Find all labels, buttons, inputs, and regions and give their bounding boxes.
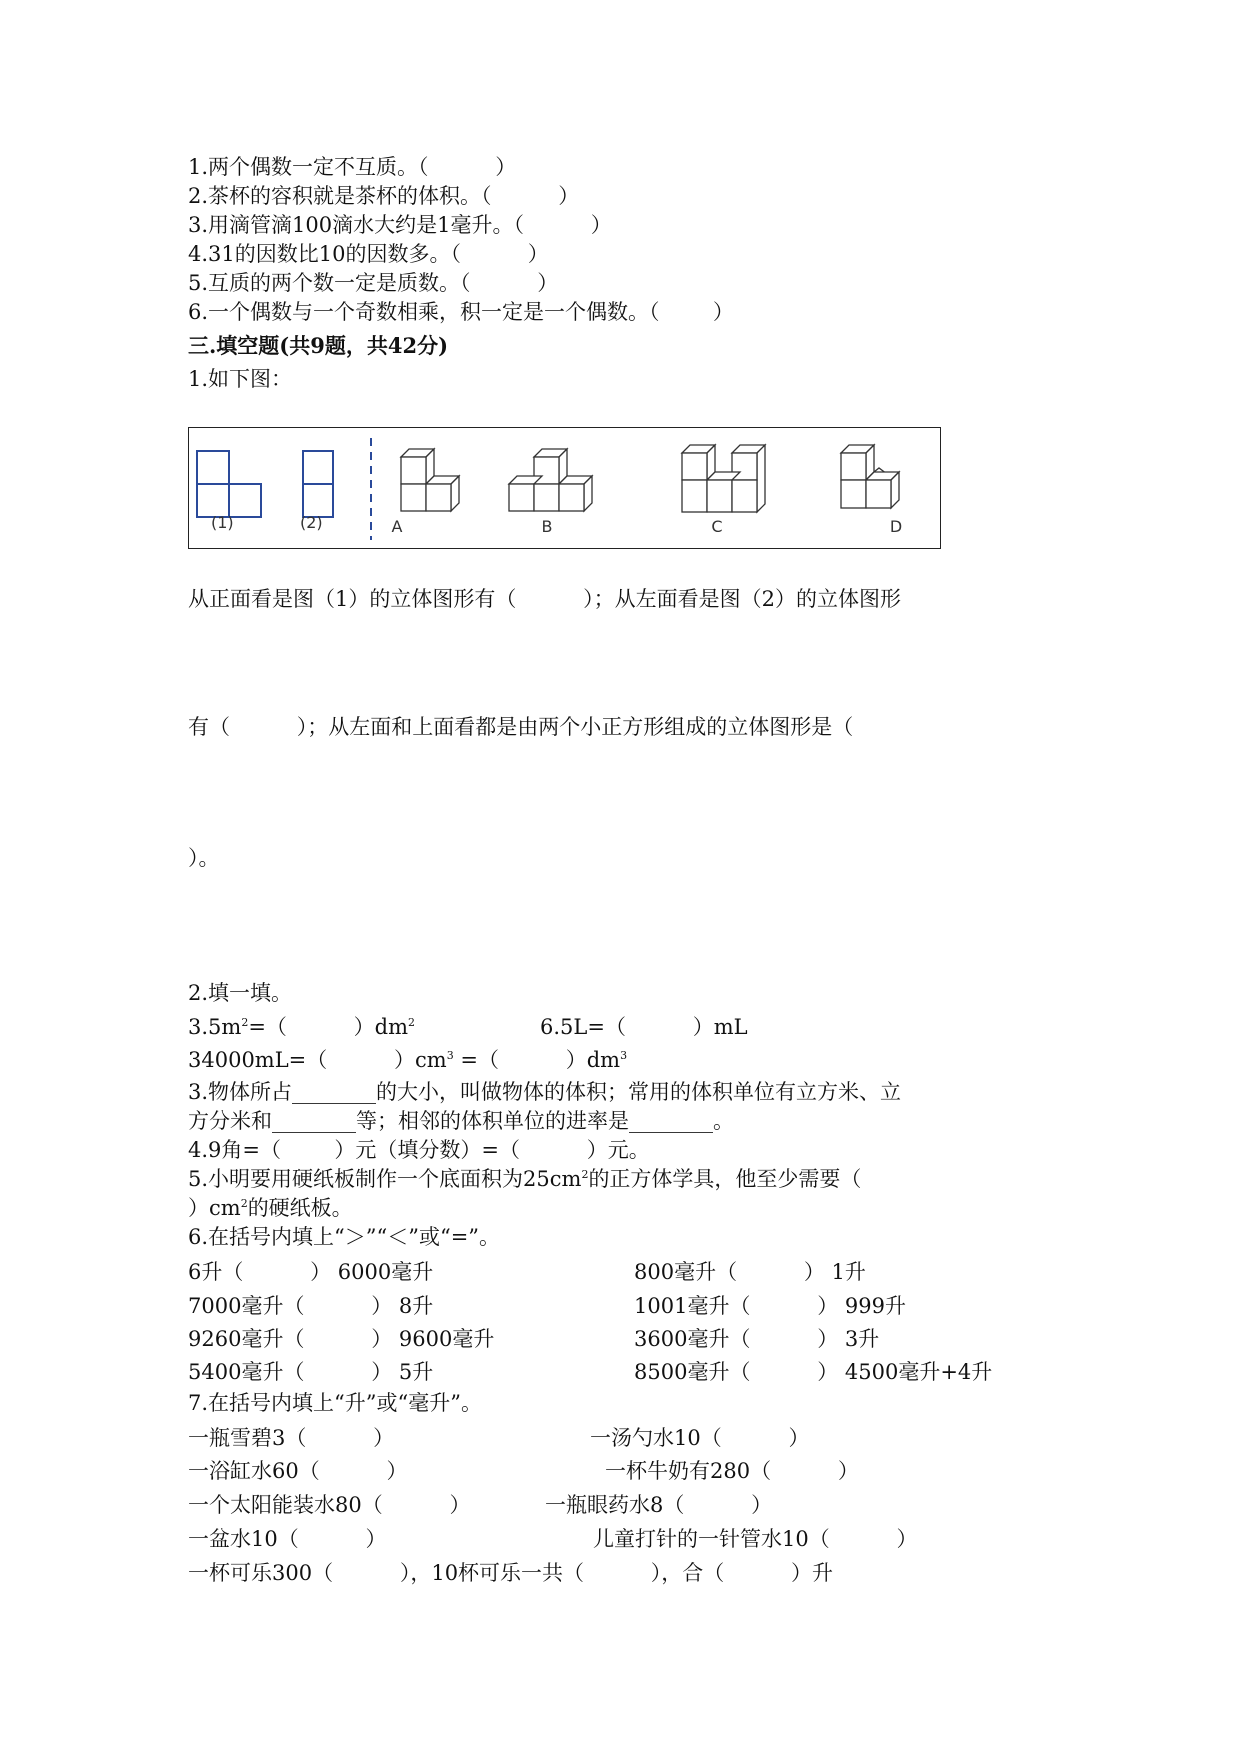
q6-row-1-right: 800毫升（ ） 1升 [634, 1260, 866, 1284]
q6-row-2-left: 7000毫升（ ） 8升 [188, 1294, 434, 1318]
q3-line-1: 3.物体所占________的大小，叫做物体的体积；常用的体积单位有立方米、立 [188, 1080, 902, 1104]
q7-row-2-right: 一杯牛奶有280（ ） [605, 1459, 859, 1483]
q1-line-2: 有（ ）；从左面和上面看都是由两个小正方形组成的立体图形是（ [188, 715, 854, 739]
q7-row-1-right: 一汤勺水10（ ） [590, 1426, 810, 1450]
q1-stem: 1.如下图： [188, 367, 293, 391]
q1-line-3: ）。 [188, 846, 220, 870]
label-d: D [889, 517, 903, 536]
q2-item-c: 34000mL=（ ）$cm^3$ =（ ）$dm^3$ [188, 1048, 628, 1072]
q6-row-4-left: 5400毫升（ ） 5升 [188, 1360, 434, 1384]
label-view-2: (2) [300, 513, 323, 532]
q6-row-2-right: 1001毫升（ ） 999升 [634, 1294, 906, 1318]
q7-row-4-right: 儿童打针的一针管水10（ ） [593, 1527, 918, 1551]
section-title: 三.填空题(共9题，共42分) [188, 333, 449, 358]
judge-item-2: 2.茶杯的容积就是茶杯的体积。（ ） [188, 184, 580, 208]
q6-row-3-left: 9260毫升（ ） 9600毫升 [188, 1327, 495, 1351]
q7-row-2-left: 一浴缸水60（ ） [188, 1459, 408, 1483]
judge-item-4: 4.31的因数比10的因数多。（ ） [188, 242, 549, 266]
q2-stem: 2.填一填。 [188, 981, 293, 1005]
label-view-1: (1) [211, 513, 234, 532]
label-b: B [541, 517, 553, 536]
q7-row-3-left: 一个太阳能装水80（ ） [188, 1493, 471, 1517]
q5-line-2: ）$cm^2$的硬纸板。 [188, 1196, 353, 1220]
q7-stem: 7.在括号内填上“升”或“毫升”。 [188, 1391, 482, 1415]
q1-figure [188, 427, 941, 549]
q2-item-a: $3.5m^2=$（ ）$dm^2$ [188, 1015, 416, 1039]
q7-row-4-left: 一盆水10（ ） [188, 1527, 387, 1551]
q4-line: 4.9角=（ ）元（填分数）=（ ）元。 [188, 1138, 650, 1162]
judge-item-3: 3.用滴管滴100滴水大约是1毫升。（ ） [188, 213, 612, 237]
q3-line-2: 方分米和________等；相邻的体积单位的进率是________。 [188, 1109, 734, 1133]
label-c: C [711, 517, 723, 536]
judge-item-6: 6.一个偶数与一个奇数相乘，积一定是一个偶数。（ ） [188, 300, 734, 324]
judge-item-1: 1.两个偶数一定不互质。（ ） [188, 155, 517, 179]
q6-row-4-right: 8500毫升（ ） 4500毫升+4升 [634, 1360, 993, 1384]
q7-last-line: 一杯可乐300（ ），10杯可乐一共（ ），合（ ）升 [188, 1561, 834, 1585]
q7-row-1-left: 一瓶雪碧3（ ） [188, 1426, 395, 1450]
q7-row-3-right: 一瓶眼药水8（ ） [545, 1493, 773, 1517]
label-a: A [391, 517, 403, 536]
q6-row-3-right: 3600毫升（ ） 3升 [634, 1327, 880, 1351]
q5-line-1: 5.小明要用硬纸板制作一个底面积为$25cm^2$的正方体学具，他至少需要（ [188, 1167, 862, 1191]
q2-item-b: 6.5L=（ ）mL [540, 1015, 748, 1039]
three-view-figure [189, 428, 942, 550]
q6-row-1-left: 6升（ ） 6000毫升 [188, 1260, 434, 1284]
q6-stem: 6.在括号内填上“＞”“＜”或“=”。 [188, 1225, 501, 1249]
q1-line-1: 从正面看是图（1）的立体图形有（ ）；从左面看是图（2）的立体图形 [188, 587, 901, 611]
judge-item-5: 5.互质的两个数一定是质数。（ ） [188, 271, 559, 295]
